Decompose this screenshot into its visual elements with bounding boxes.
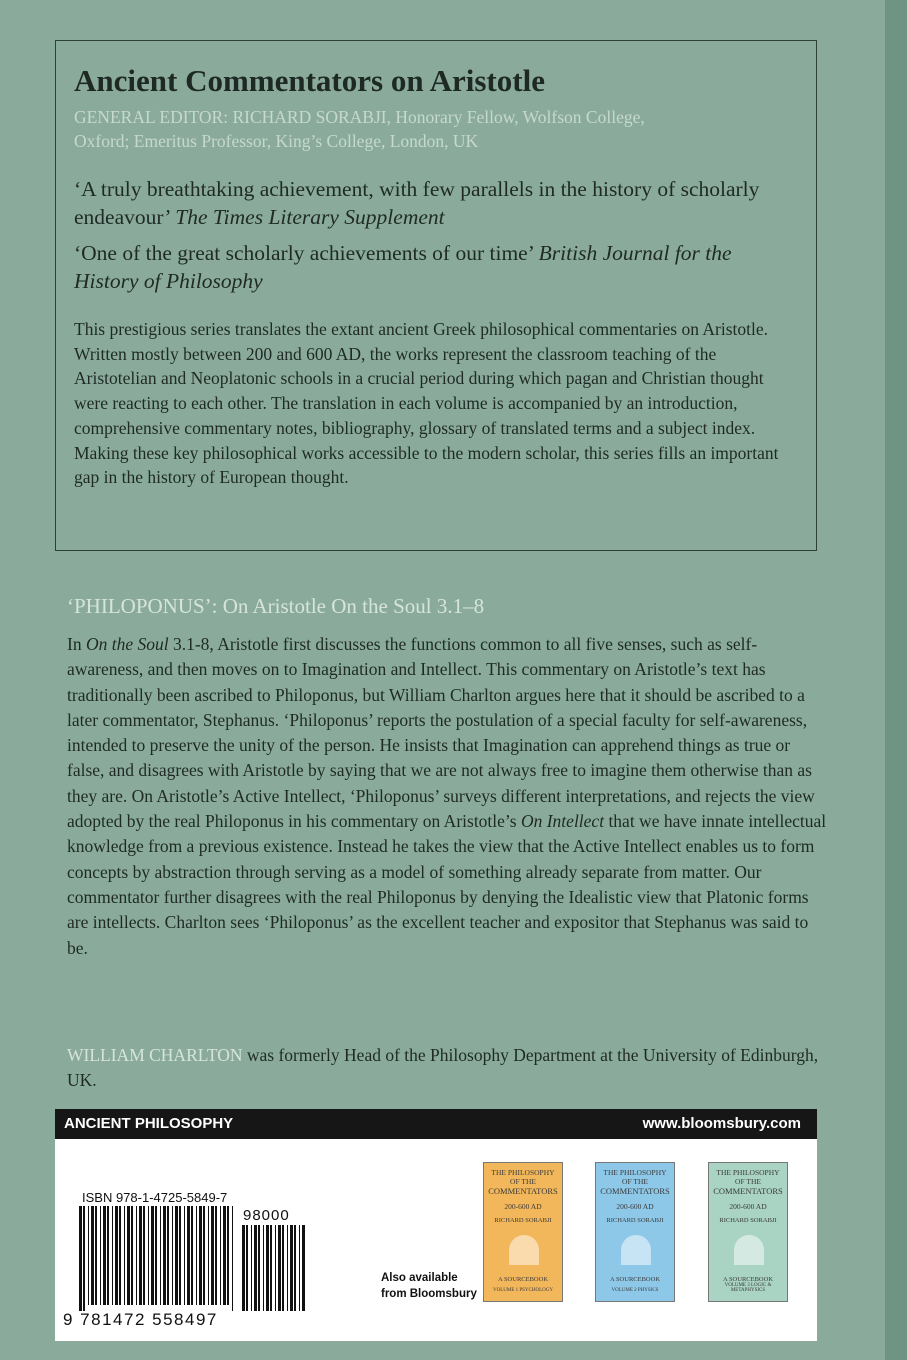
price-code: 98000 — [243, 1207, 290, 1224]
barcode-bar — [151, 1206, 154, 1305]
related-book-3-sub: A SOURCEBOOK — [722, 1276, 774, 1283]
barcode-bar — [266, 1225, 269, 1311]
barcode-bar — [211, 1206, 214, 1305]
series-editor — [74, 105, 798, 153]
barcode-bar — [172, 1206, 173, 1305]
barcode-bar — [83, 1206, 85, 1311]
series-box — [55, 40, 817, 551]
barcode-bar — [196, 1206, 197, 1305]
related-book-3-title: COMMENTATORS — [713, 1186, 783, 1196]
quote-1-text: ‘A truly breathtaking achievement, with few parallels in the history of scholarly endeavour’ — [74, 177, 760, 229]
barcode-bar — [103, 1206, 106, 1305]
barcode-bar — [199, 1206, 202, 1305]
related-book-3-art — [734, 1235, 764, 1265]
series-editor-line2: Oxford; Emeritus Professor, King’s College, London, UK — [74, 131, 479, 151]
barcode-bar — [263, 1225, 264, 1311]
quote-2 — [74, 239, 798, 295]
barcode-bar — [208, 1206, 209, 1305]
category-band — [55, 1109, 817, 1139]
related-book-2-title: COMMENTATORS — [600, 1186, 670, 1196]
also-available — [381, 1270, 477, 1302]
related-book-3-years: 200-600 AD — [729, 1201, 767, 1211]
author-name: WILLIAM CHARLTON — [67, 1045, 243, 1065]
barcode-bar — [179, 1206, 181, 1305]
quote-1-source: The Times Literary Supplement — [175, 205, 445, 229]
barcode-bar — [88, 1206, 89, 1305]
barcode-bar — [131, 1206, 133, 1305]
author-bio-text: was formerly Head of the Philosophy Department at the University of Edinburgh, UK. — [67, 1045, 819, 1090]
barcode-bar — [227, 1206, 229, 1305]
related-book-1-title: COMMENTATORS — [488, 1186, 558, 1196]
category-label: ANCIENT PHILOSOPHY — [64, 1115, 234, 1132]
barcode-bar — [127, 1206, 130, 1305]
barcode-bar — [290, 1225, 293, 1311]
barcode-bar — [278, 1225, 281, 1311]
barcode-bar — [232, 1206, 233, 1311]
barcode-addon — [242, 1225, 306, 1311]
related-book-2-art — [621, 1235, 651, 1265]
related-book-2[interactable] — [595, 1162, 675, 1302]
barcode-bar — [302, 1225, 305, 1311]
related-book-1-years: 200-600 AD — [504, 1201, 542, 1211]
website-link[interactable]: www.bloomsbury.com — [642, 1115, 801, 1132]
barcode-bar — [91, 1206, 94, 1305]
barcode-bar — [242, 1225, 245, 1311]
related-book-3[interactable] — [708, 1162, 788, 1302]
barcode-bar — [220, 1206, 221, 1305]
barcode-bar — [148, 1206, 149, 1305]
barcode-bar — [294, 1225, 296, 1311]
also-available-line1: Also available — [381, 1272, 458, 1284]
blurb-part-3: that we have innate intellectual knowledge from a previous existence. Instead he takes the view that the Active Intellect enables us to form concepts by abstraction through serving as a model of something already separate from matter. Our commentator further disagrees with the real Philoponus by denying the Idealistic view that Platonic forms are intellects. Charlton sees ‘Philoponus’ as the excellent teacher and expositor that Stephanus was said to be. — [67, 811, 827, 958]
blurb-italic-2: On Intellect — [520, 811, 605, 832]
related-book-2-vol: VOLUME 2 PHYSICS — [611, 1288, 659, 1293]
blurb-italic-1: On the Soul — [85, 634, 169, 654]
barcode-bar — [115, 1206, 118, 1305]
related-book-1[interactable] — [483, 1162, 563, 1302]
isbn-label: ISBN 978-1-4725-5849-7 — [82, 1190, 228, 1205]
barcode-bar — [175, 1206, 178, 1305]
series-title: Ancient Commentators on Aristotle — [74, 63, 545, 98]
quote-2-text: ‘One of the great scholarly achievements of our time’ — [74, 241, 534, 265]
barcode-bar — [275, 1225, 276, 1311]
barcode-bar — [246, 1225, 248, 1311]
barcode-bar — [258, 1225, 260, 1311]
book-title: ‘PHILOPONUS’: On Aristotle On the Soul 3.1–8 — [67, 594, 485, 618]
barcode-bar — [187, 1206, 190, 1305]
related-book-3-author: RICHARD SORABJI — [719, 1216, 777, 1224]
related-book-2-years: 200-600 AD — [616, 1201, 654, 1211]
related-book-3-vol: VOLUME 3 LOGIC & METAPHYSICS — [724, 1283, 772, 1293]
blurb-part-2: 3.1-8, Aristotle first discusses the functions common to all five senses, such as self-awareness, and then moves on to Imagination and Intellect. This commentary on Aristotle’s text has traditionally been ascribed to Philoponus, but William Charlton argues here that it should be ascribed to a later commentator, Stephanus. ‘Philoponus’ reports the postulation of a special faculty for self-awareness, intended to preserve the unity of the person. He insists that Imagination can apprehend things as true or false, and disagrees with Aristotle by saying that we are not always free to imagine them otherwise than as they are. On Aristotle’s Active Intellect, ‘Philoponus’ surveys different interpretations, and rejects the view adopted by the real Philoponus in his commentary on Aristotle’s — [67, 634, 815, 832]
related-book-1-head: THE PHILOSOPHY OF THE — [491, 1168, 555, 1186]
barcode-bar — [100, 1206, 101, 1305]
barcode-digits: 9 781472 558497 — [63, 1310, 218, 1329]
barcode-bar — [107, 1206, 109, 1305]
series-description: This prestigious series translates the extant ancient Greek philosophical commentaries on Aristotle. Written mostly between 200 and 600 AD, the works represent the classroom teaching of the Aristotelian and Neoplatonic schools in a crucial period during which pagan and Christian thought were reacting to each other. The translation in each volume is accompanied by an introduction, comprehensive commentary notes, bibliography, glossary of translated terms and a subject index. Making these key philosophical works accessible to the modern scholar, this series fills an important gap in the history of European thought. — [74, 319, 779, 488]
quote-2-source: British Journal for the History of Philosophy — [74, 241, 732, 293]
barcode-bar — [299, 1225, 300, 1311]
barcode-bar — [251, 1225, 252, 1311]
related-book-2-sub: A SOURCEBOOK — [609, 1276, 661, 1283]
barcode-bar — [143, 1206, 145, 1305]
barcode-bar — [167, 1206, 169, 1305]
barcode-bar — [215, 1206, 217, 1305]
quote-1 — [74, 175, 798, 231]
spine-strip — [885, 0, 907, 1360]
barcode-bar — [124, 1206, 125, 1305]
related-book-1-author: RICHARD SORABJI — [494, 1216, 552, 1224]
related-book-2-author: RICHARD SORABJI — [606, 1216, 664, 1224]
barcode-main — [79, 1206, 237, 1311]
barcode-bar — [184, 1206, 185, 1305]
related-book-1-vol: VOLUME 1 PSYCHOLOGY — [492, 1288, 553, 1293]
related-book-1-art — [509, 1235, 539, 1265]
barcode-bar — [119, 1206, 121, 1305]
barcode-bar — [191, 1206, 193, 1305]
related-book-2-head: THE PHILOSOPHY OF THE — [603, 1168, 667, 1186]
barcode-bar — [79, 1206, 82, 1311]
barcode-bar — [254, 1225, 257, 1311]
barcode-bar — [282, 1225, 284, 1311]
blurb-part-1: In — [67, 634, 82, 654]
barcode-bar — [136, 1206, 137, 1305]
barcode-bar — [270, 1225, 272, 1311]
series-editor-line1: GENERAL EDITOR: RICHARD SORABJI, Honorary Fellow, Wolfson College, — [74, 107, 645, 127]
barcode-bar — [155, 1206, 157, 1305]
related-book-1-sub: A SOURCEBOOK — [497, 1276, 549, 1283]
barcode-bar — [160, 1206, 161, 1305]
book-blurb — [67, 632, 827, 961]
barcode-bar — [139, 1206, 142, 1305]
barcode-panel — [55, 1139, 817, 1341]
barcode-bar — [163, 1206, 166, 1305]
barcode-bar — [223, 1206, 226, 1305]
author-bio — [67, 1043, 827, 1093]
also-available-line2: from Bloomsbury — [381, 1288, 477, 1300]
barcode-bar — [203, 1206, 205, 1305]
barcode-bar — [95, 1206, 97, 1305]
related-book-3-head: THE PHILOSOPHY OF THE — [716, 1168, 780, 1186]
barcode-bar — [112, 1206, 113, 1305]
barcode-bar — [287, 1225, 288, 1311]
